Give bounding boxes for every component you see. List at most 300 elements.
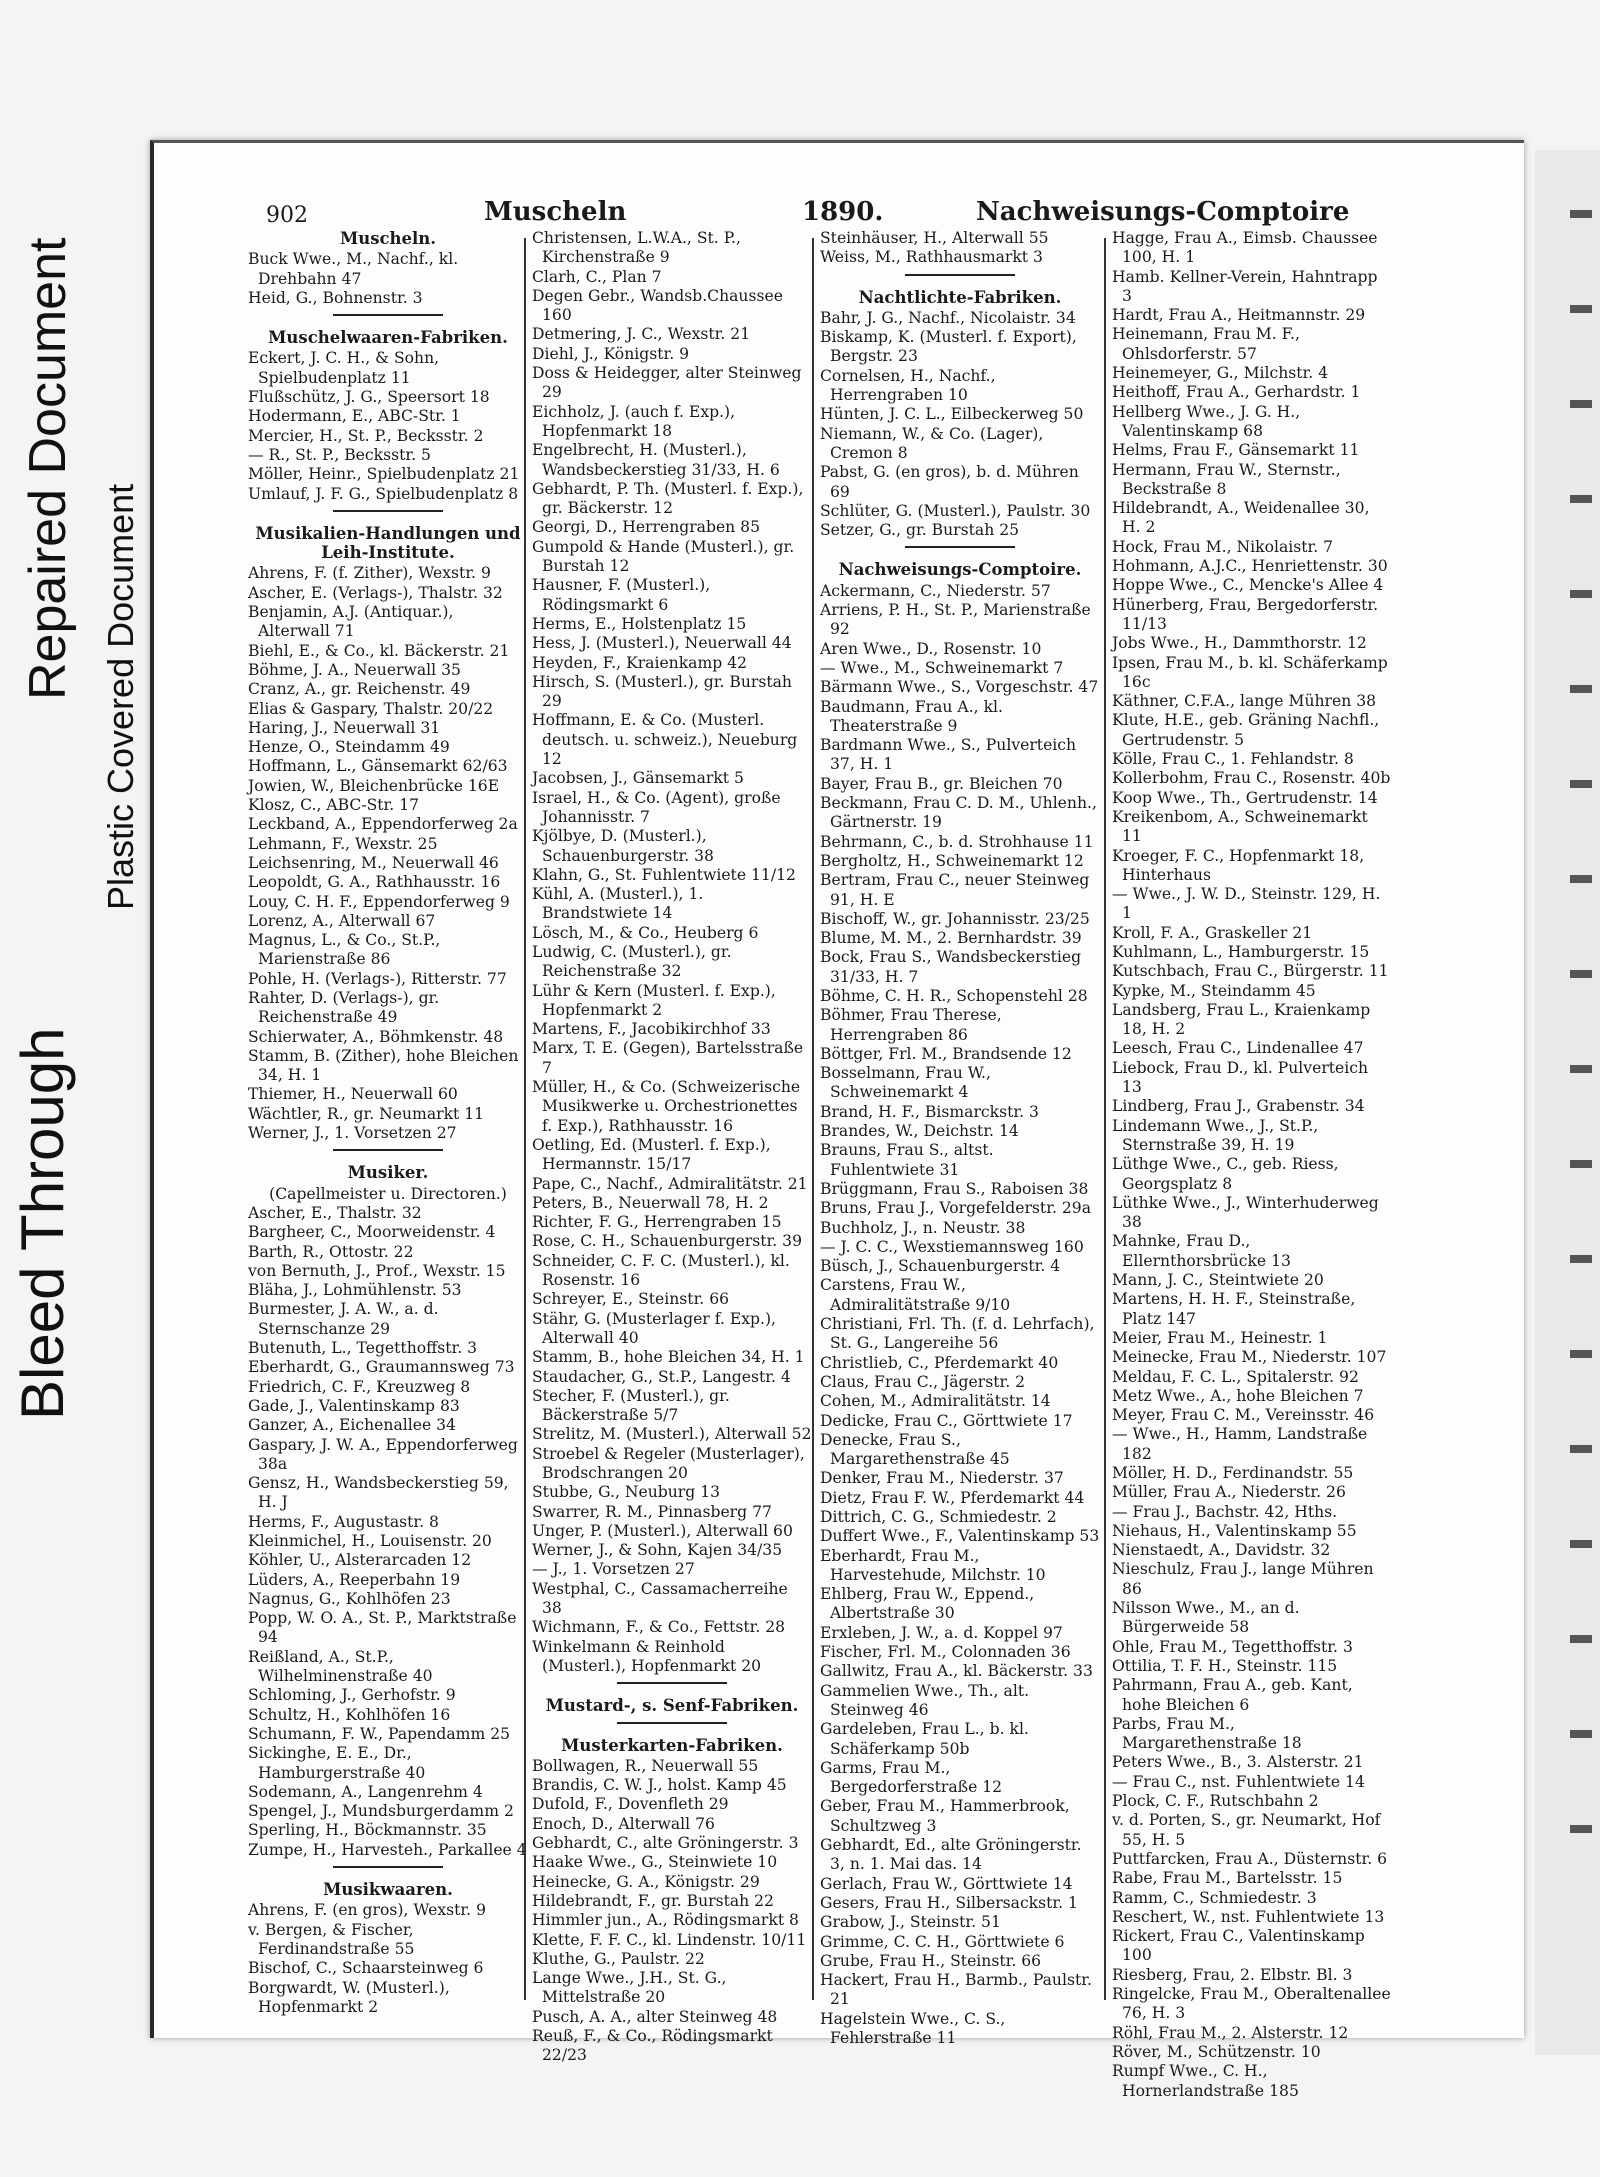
directory-entry: — J., 1. Vorsetzen 27 (532, 1560, 695, 1579)
directory-entry: Stroebel & Regeler (Musterlager), Brodschrangen 20 (532, 1444, 805, 1482)
directory-entry: Christlieb, C., Pferdemarkt 40 (820, 1353, 1059, 1372)
directory-entry: Rabe, Frau M., Bartelsstr. 15 (1112, 1869, 1343, 1888)
directory-entry: Lösch, M., & Co., Heuberg 6 (532, 923, 759, 942)
directory-entry: Rose, C. H., Schauenburgerstr. 39 (532, 1232, 803, 1251)
directory-entry: Leesch, Frau C., Lindenallee 47 (1112, 1039, 1364, 1058)
directory-entry: Denecke, Frau S., Margarethenstraße 45 (820, 1430, 1010, 1469)
directory-entry: Flußschütz, J. G., Speersort 18 (248, 388, 490, 407)
directory-entry: Reißland, A., St.P., Wilhelminenstraße 40 (248, 1647, 433, 1686)
directory-entry: Gebhardt, P. Th. (Musterl. f. Exp.), gr. Bäckerstr. 12 (532, 479, 804, 518)
bleed-mark (1570, 400, 1592, 408)
directory-entry: Brauns, Frau S., altst. Fuhlentwiete 31 (820, 1141, 994, 1179)
directory-entry: Mahnke, Frau D., Ellernthorsbrücke 13 (1112, 1232, 1291, 1270)
directory-entry: Diehl, J., Königstr. 9 (532, 344, 690, 363)
directory-entry: Bischof, C., Schaarsteinweg 6 (248, 1959, 484, 1978)
directory-entry: Mann, J. C., Steintwiete 20 (1112, 1271, 1324, 1290)
directory-entry: Westphal, C., Cassamacherreihe 38 (532, 1579, 788, 1618)
bleed-mark (1570, 1350, 1592, 1358)
directory-entry: Haake Wwe., G., Steinwiete 10 (532, 1853, 778, 1872)
directory-entry: Riesberg, Frau, 2. Elbstr. Bl. 3 (1112, 1965, 1353, 1984)
column-1 (248, 229, 528, 2017)
directory-entry: Detmering, J. C., Wexstr. 21 (532, 325, 751, 344)
directory-entry: Heid, G., Bohnenstr. 3 (248, 288, 423, 307)
directory-entry: Müller, H., & Co. (Schweizerische Musikwerke u. Orchestrionettes f. Exp.), Rathhausstr. 16 (532, 1078, 801, 1135)
directory-entry: Klute, H.E., geb. Gräning Nachfl., Gertrudenstr. 5 (1112, 711, 1380, 749)
directory-entry: Helms, Frau F., Gänsemarkt 11 (1112, 441, 1360, 460)
directory-entry: Gebhardt, Ed., alte Gröningerstr. 3, n. 1. Mai das. 14 (820, 1836, 1082, 1874)
directory-entry: Gallwitz, Frau A., kl. Bäckerstr. 33 (820, 1662, 1093, 1681)
directory-entry: Garms, Frau M., Bergedorferstraße 12 (820, 1758, 1003, 1797)
directory-entry: Martens, F., Jacobikirchhof 33 (532, 1020, 771, 1039)
directory-entry: Cranz, A., gr. Reichenstr. 49 (248, 680, 471, 699)
directory-entry: Strelitz, M. (Musterl.), Alterwall 52 (532, 1425, 812, 1444)
header-year: 1890. (802, 197, 884, 227)
directory-entry: Cohen, M., Admiralitätstr. 14 (820, 1392, 1051, 1411)
directory-entry: Clarh, C., Plan 7 (532, 267, 662, 286)
bleed-mark (1570, 685, 1592, 693)
directory-entry: Carstens, Frau W., Admiralitätstraße 9/10 (820, 1276, 1011, 1314)
directory-entry: von Bernuth, J., Prof., Wexstr. 15 (248, 1261, 506, 1280)
directory-entry: Puttfarcken, Frau A., Düsternstr. 6 (1112, 1849, 1388, 1868)
directory-entry: Hoppe Wwe., C., Mencke's Allee 4 (1112, 576, 1384, 595)
section-rule (905, 274, 1015, 276)
directory-entry: Schierwater, A., Böhmkenstr. 48 (248, 1027, 504, 1046)
directory-entry: Friedrich, C. F., Kreuzweg 8 (248, 1377, 471, 1396)
section-heading: Musterkarten-Fabriken. (561, 1735, 783, 1755)
adjacent-page-edge (1535, 150, 1600, 2055)
directory-entry: Köhler, U., Alsterarcaden 12 (248, 1551, 472, 1570)
directory-entry: v. Bergen, & Fischer, Ferdinandstraße 55 (248, 1920, 415, 1958)
directory-entry: Lüders, A., Reeperbahn 19 (248, 1570, 461, 1589)
directory-entry: Bardmann Wwe., S., Pulverteich 37, H. 1 (820, 736, 1077, 774)
directory-entry: Reuß, F., & Co., Rödingsmarkt 22/23 (532, 2027, 773, 2065)
directory-entry: Plock, C. F., Rutschbahn 2 (1112, 1792, 1319, 1811)
directory-entry: Himmler jun., A., Rödingsmarkt 8 (532, 1911, 799, 1930)
directory-entry: Weiss, M., Rathhausmarkt 3 (820, 248, 1043, 267)
directory-entry: Magnus, L., & Co., St.P., Marienstraße 86 (248, 931, 441, 969)
directory-entry: Koop Wwe., Th., Gertrudenstr. 14 (1112, 788, 1378, 807)
section-heading: Muscheln. (339, 229, 437, 248)
directory-entry: Martens, H. H. F., Steinstraße, Platz 147 (1112, 1290, 1356, 1328)
directory-entry: Büsch, J., Schauenburgerstr. 4 (820, 1257, 1061, 1276)
directory-entry: Christiani, Frl. Th. (f. d. Lehrfach), St. G., Langereihe 56 (820, 1315, 1095, 1353)
directory-entry: Buck Wwe., M., Nachf., kl. Drehbahn 47 (248, 250, 459, 288)
section-note: (Capellmeister u. Directoren.) (269, 1184, 507, 1203)
section-rule (617, 1682, 727, 1684)
section-rule (333, 314, 443, 316)
directory-entry: Lange Wwe., J.H., St. G., Mittelstraße 20 (532, 1969, 727, 2007)
directory-entry: Pape, C., Nachf., Admiralitätstr. 21 (532, 1174, 808, 1193)
directory-entry: Haring, J., Neuerwall 31 (248, 718, 441, 737)
bleed-mark (1570, 970, 1592, 978)
directory-entry: Duffert Wwe., F., Valentinskamp 53 (820, 1527, 1100, 1546)
directory-entry: Mercier, H., St. P., Becksstr. 2 (248, 426, 484, 445)
directory-entry: Jowien, W., Bleichenbrücke 16E (248, 776, 500, 795)
directory-entry: Henze, O., Steindamm 49 (248, 738, 450, 757)
directory-entry: Lüthge Wwe., C., geb. Riess, Georgsplatz 8 (1112, 1155, 1339, 1193)
directory-entry: — Wwe., J. W. D., Steinstr. 129, H. 1 (1112, 885, 1381, 923)
directory-entry: Eckert, J. C. H., & Sohn, Spielbudenplatz 11 (248, 349, 440, 387)
directory-entry: Schreyer, E., Steinstr. 66 (532, 1290, 730, 1309)
directory-entry: Lindberg, Frau J., Grabenstr. 34 (1112, 1097, 1365, 1116)
directory-entry: Kreikenbom, A., Schweinemarkt 11 (1112, 807, 1368, 846)
directory-entry: Kroeger, F. C., Hopfenmarkt 18, Hinterhaus (1112, 846, 1365, 884)
directory-entry: Geber, Frau M., Hammerbrook, Schultzweg 3 (820, 1797, 1070, 1835)
directory-entry: Hess, J. (Musterl.), Neuerwall 44 (532, 634, 792, 653)
directory-entry: — R., St. P., Becksstr. 5 (248, 445, 431, 464)
header-left-title: Muscheln (484, 197, 627, 227)
directory-entry: Kroll, F. A., Graskeller 21 (1112, 923, 1313, 942)
directory-entry: Leopoldt, G. A., Rathhausstr. 16 (248, 873, 501, 892)
bleed-mark (1570, 780, 1592, 788)
directory-entry: Claus, Frau C., Jägerstr. 2 (820, 1372, 1026, 1391)
directory-entry: Gebhardt, C., alte Gröningerstr. 3 (532, 1834, 799, 1853)
section-rule (333, 510, 443, 512)
directory-entry: Degen Gebr., Wandsb.Chaussee 160 (532, 286, 783, 325)
directory-entry: Doss & Heidegger, alter Steinweg 29 (532, 364, 802, 402)
directory-entry: Stamm, B. (Zither), hohe Bleichen 34, H. 1 (248, 1046, 519, 1085)
directory-entry: Kypke, M., Steindamm 45 (1112, 981, 1316, 1000)
directory-entry: Leckband, A., Eppendorferweg 2a (248, 815, 518, 834)
directory-entry: Heinecke, G. A., Königstr. 29 (532, 1872, 760, 1891)
directory-entry: Dedicke, Frau C., Görttwiete 17 (820, 1411, 1073, 1430)
directory-entry: Ipsen, Frau M., b. kl. Schäferkamp 16c (1112, 653, 1388, 691)
bleed-mark (1570, 495, 1592, 503)
directory-entry: Nieschulz, Frau J., lange Mühren 86 (1112, 1560, 1374, 1598)
directory-entry: Schumann, F. W., Papendamm 25 (248, 1724, 511, 1743)
directory-entry: Jobs Wwe., H., Dammthorstr. 12 (1112, 634, 1367, 653)
directory-entry: Nilsson Wwe., M., an d. Bürgerweide 58 (1112, 1599, 1300, 1637)
directory-entry: Buchholz, J., n. Neustr. 38 (820, 1218, 1026, 1237)
repaired-document-label: Repaired Document (19, 237, 77, 700)
directory-entry: Biskamp, K. (Musterl. f. Export), Bergstr. 23 (820, 328, 1077, 366)
directory-entry: Winkelmann & Reinhold (Musterl.), Hopfenmarkt 20 (532, 1637, 762, 1675)
directory-entry: Hirsch, S. (Musterl.), gr. Burstah 29 (532, 672, 792, 711)
bleed-mark (1570, 1445, 1592, 1453)
directory-entry: Richter, F. G., Herrengraben 15 (532, 1213, 782, 1232)
directory-entry: Schultz, H., Kohlhöfen 16 (248, 1705, 451, 1724)
directory-entry: Enoch, D., Alterwall 76 (532, 1814, 715, 1833)
bleed-mark (1570, 1825, 1592, 1833)
directory-entry: Reschert, W., nst. Fuhlentwiete 13 (1112, 1907, 1385, 1926)
plastic-covered-label: Plastic Covered Document (100, 483, 141, 910)
directory-entry: Käthner, C.F.A., lange Mühren 38 (1112, 692, 1377, 711)
directory-entry: Wichmann, F., & Co., Fettstr. 28 (532, 1618, 786, 1637)
directory-entry: Barth, R., Ottostr. 22 (248, 1242, 414, 1261)
directory-entry: Ahrens, F. (f. Zither), Wexstr. 9 (248, 564, 491, 583)
directory-entry: Werner, J., & Sohn, Kajen 34/35 (532, 1541, 783, 1560)
directory-entry: Grube, Frau H., Steinstr. 66 (820, 1951, 1042, 1970)
column-4 (1112, 229, 1392, 2101)
directory-entry: Bargheer, C., Moorweidenstr. 4 (248, 1223, 496, 1242)
directory-entry: Ringelcke, Frau M., Oberaltenallee 76, H. 3 (1112, 1985, 1391, 2023)
directory-entry: Bollwagen, R., Neuerwall 55 (532, 1756, 759, 1775)
bleed-mark (1570, 590, 1592, 598)
directory-entry: Kollerbohm, Frau C., Rosenstr. 40b (1112, 769, 1391, 788)
directory-entry: Gardeleben, Frau L., b. kl. Schäferkamp 50b (820, 1720, 1029, 1758)
directory-entry: Brandis, C. W. J., holst. Kamp 45 (532, 1776, 787, 1795)
directory-entry: v. d. Porten, S., gr. Neumarkt, Hof 55, H. 5 (1112, 1811, 1381, 1849)
section-heading: Musikalien-Handlungen und Leih-Institute. (255, 523, 521, 563)
directory-entry: Kutschbach, Frau C., Bürgerstr. 11 (1112, 962, 1389, 981)
directory-entry: — Wwe., M., Schweinemarkt 7 (820, 658, 1064, 677)
directory-entry: Hildebrandt, F., gr. Burstah 22 (532, 1891, 774, 1910)
directory-entry: Eberhardt, Frau M., Harvestehude, Milchstr. 10 (820, 1546, 1046, 1584)
bleed-mark (1570, 1540, 1592, 1548)
directory-entry: Rickert, Frau C., Valentinskamp 100 (1112, 1927, 1365, 1965)
directory-entry: Stamm, B., hohe Bleichen 34, H. 1 (532, 1348, 805, 1367)
bleed-mark (1570, 305, 1592, 313)
directory-entry: Ramm, C., Schmiedestr. 3 (1112, 1888, 1317, 1907)
directory-entry: Unger, P. (Musterl.), Alterwall 60 (532, 1521, 793, 1540)
directory-entry: Schlüter, G. (Musterl.), Paulstr. 30 (820, 501, 1091, 520)
directory-entry: Sperling, H., Böckmannstr. 35 (248, 1821, 487, 1840)
directory-entry: Bischoff, W., gr. Johannisstr. 23/25 (820, 909, 1090, 928)
section-rule (617, 1722, 727, 1724)
section-heading: Nachtlichte-Fabriken. (858, 287, 1062, 307)
directory-entry: Hausner, F. (Musterl.), Rödingsmarkt 6 (532, 576, 711, 614)
directory-entry: Meldau, F. C. L., Spitalerstr. 92 (1112, 1367, 1359, 1386)
directory-entry: Gesers, Frau H., Silbersackstr. 1 (820, 1893, 1078, 1912)
column-3 (820, 229, 1100, 2048)
directory-entry: Arriens, P. H., St. P., Marienstraße 92 (820, 601, 1091, 639)
directory-entry: Eberhardt, G., Graumannsweg 73 (248, 1358, 515, 1377)
directory-entry: Butenuth, L., Tegetthoffstr. 3 (248, 1339, 478, 1358)
directory-entry: Parbs, Frau M., Margarethenstraße 18 (1112, 1714, 1302, 1753)
directory-entry: Staudacher, G., St.P., Langestr. 4 (532, 1367, 791, 1386)
directory-entry: Ohle, Frau M., Tegetthoffstr. 3 (1112, 1637, 1353, 1656)
directory-entry: Peters Wwe., B., 3. Alsterstr. 21 (1112, 1753, 1364, 1772)
directory-entry: Cornelsen, H., Nachf., Herrengraben 10 (820, 366, 996, 405)
directory-entry: Thiemer, H., Neuerwall 60 (248, 1085, 458, 1104)
directory-entry: Christensen, L.W.A., St. P., Kirchenstraße 9 (532, 229, 741, 267)
directory-entry: Eichholz, J. (auch f. Exp.), Hopfenmarkt 18 (532, 402, 736, 440)
directory-entry: Heinemann, Frau M. F., Ohlsdorferstr. 57 (1112, 325, 1300, 363)
directory-entry: Aren Wwe., D., Rosenstr. 10 (820, 639, 1042, 658)
directory-entry: Böhme, J. A., Neuerwall 35 (248, 660, 461, 679)
directory-entry: Stähr, G. (Musterlager f. Exp.), Alterwall 40 (532, 1309, 776, 1347)
directory-entry: Sickinghe, E. E., Dr., Hamburgerstraße 40 (248, 1744, 426, 1782)
directory-entry: Bruns, Frau J., Vorgefelderstr. 29a (820, 1199, 1091, 1218)
directory-entry: Böhme, C. H. R., Schopenstehl 28 (820, 986, 1088, 1005)
directory-entry: Pusch, A. A., alter Steinweg 48 (532, 2007, 778, 2026)
directory-entry: Lühr & Kern (Musterl. f. Exp.), Hopfenmarkt 2 (532, 981, 776, 1019)
directory-entry: Niemann, W., & Co. (Lager), Cremon 8 (820, 424, 1044, 462)
directory-entry: Gammelien Wwe., Th., alt. Steinweg 46 (820, 1681, 1030, 1719)
directory-entry: Heyden, F., Kraienkamp 42 (532, 653, 748, 672)
directory-entry: Umlauf, J. F. G., Spielbudenplatz 8 (248, 484, 519, 503)
directory-entry: Landsberg, Frau L., Kraienkamp 18, H. 2 (1112, 1000, 1371, 1039)
directory-entry: Grimme, C. C. H., Görttwiete 6 (820, 1932, 1065, 1951)
directory-entry: Stubbe, G., Neuburg 13 (532, 1483, 721, 1502)
directory-page (150, 140, 1524, 2100)
directory-entry: Röver, M., Schützenstr. 10 (1112, 2042, 1321, 2061)
directory-entry: Louy, C. H. F., Eppendorferweg 9 (248, 892, 510, 911)
directory-entry: Erxleben, J. W., a. d. Koppel 97 (820, 1623, 1063, 1642)
directory-entry: Hackert, Frau H., Barmb., Paulstr. 21 (820, 1971, 1092, 2009)
directory-entry: Setzer, G., gr. Burstah 25 (820, 521, 1020, 540)
directory-entry: Hock, Frau M., Nikolaistr. 7 (1112, 537, 1334, 556)
directory-entry: Hagge, Frau A., Eimsb. Chaussee 100, H. 1 (1112, 229, 1378, 267)
directory-entry: Kühl, A. (Musterl.), 1. Brandstwiete 14 (532, 885, 704, 923)
directory-entry: Brand, H. F., Bismarckstr. 3 (820, 1102, 1039, 1121)
directory-entry: Meier, Frau M., Heinestr. 1 (1112, 1328, 1328, 1347)
directory-entry: Hellberg Wwe., J. G. H., Valentinskamp 68 (1112, 402, 1301, 440)
directory-entry: Niehaus, H., Valentinskamp 55 (1112, 1521, 1357, 1540)
directory-entry: Nagnus, G., Kohlhöfen 23 (248, 1589, 451, 1608)
directory-entry: Hünerberg, Frau, Bergedorferstr. 11/13 (1112, 595, 1379, 633)
directory-entry: Bertram, Frau C., neuer Steinweg 91, H. E (820, 871, 1090, 909)
directory-entry: Kjölbye, D. (Musterl.), Schauenburgerstr. 38 (532, 827, 714, 865)
directory-entry: Gerlach, Frau W., Görttwiete 14 (820, 1874, 1073, 1893)
section-heading: Nachweisungs-Comptoire. (838, 560, 1082, 580)
directory-entry: Herms, F., Augustastr. 8 (248, 1512, 439, 1531)
directory-entry: Spengel, J., Mundsburgerdamm 2 (248, 1802, 514, 1821)
directory-entry: Stecher, F. (Musterl.), gr. Bäckerstraße 5/7 (532, 1386, 730, 1425)
directory-entry: Kölle, Frau C., 1. Fehlandstr. 8 (1112, 750, 1354, 769)
directory-entry: Ludwig, C. (Musterl.), gr. Reichenstraße 32 (532, 942, 732, 981)
directory-entry: Behrmann, C., b. d. Strohhause 11 (820, 832, 1094, 851)
directory-entry: Dittrich, C. G., Schmiedestr. 2 (820, 1508, 1057, 1526)
directory-entry: Baudmann, Frau A., kl. Theaterstraße 9 (820, 697, 1003, 735)
bleed-mark (1570, 1730, 1592, 1738)
directory-entry: Lindemann Wwe., J., St.P., Sternstraße 39, H. 19 (1112, 1116, 1319, 1154)
directory-entry: Lehmann, F., Wexstr. 25 (248, 834, 438, 853)
directory-entry: Wächtler, R., gr. Neumarkt 11 (248, 1104, 485, 1123)
directory-entry: Bock, Frau S., Wandsbeckerstieg 31/33, H. 7 (820, 948, 1082, 986)
bleed-through-label: Bleed Through (9, 1027, 76, 1420)
directory-entry: Schneider, C. F. C. (Musterl.), kl. Rosenstr. 16 (532, 1251, 790, 1290)
directory-entry: Lüthke Wwe., J., Winterhuderweg 38 (1112, 1193, 1379, 1232)
directory-entry: — Wwe., H., Hamm, Landstraße 182 (1112, 1425, 1368, 1463)
directory-entry: Israel, H., & Co. (Agent), große Johannisstr. 7 (532, 788, 781, 826)
directory-entry: Marx, T. E. (Gegen), Bartelsstraße 7 (532, 1039, 804, 1077)
directory-entry: Kleinmichel, H., Louisenstr. 20 (248, 1532, 492, 1550)
bleed-mark (1570, 1635, 1592, 1643)
header-right-title: Nachweisungs-Comptoire (976, 197, 1350, 227)
directory-entry: Ascher, E., Thalstr. 32 (248, 1203, 422, 1222)
section-rule (333, 1149, 443, 1151)
directory-entry: Hodermann, E., ABC-Str. 1 (248, 407, 461, 426)
bleed-mark (1570, 1255, 1592, 1263)
directory-entry: Hildebrandt, A., Weidenallee 30, H. 2 (1112, 499, 1370, 537)
directory-entry: Gensz, H., Wandsbeckerstieg 59, H. J (248, 1474, 509, 1512)
directory-entry: Bosselmann, Frau W., Schweinemarkt 4 (820, 1064, 991, 1102)
directory-entry: Leichsenring, M., Neuerwall 46 (248, 853, 499, 872)
directory-entry: Ganzer, A., Eichenallee 34 (248, 1416, 456, 1435)
directory-entry: Hoffmann, E. & Co. (Musterl. deutsch. u. schweiz.), Neueburg 12 (532, 711, 798, 769)
directory-entry: Ehlberg, Frau W., Eppend., Albertstraße 30 (820, 1585, 1035, 1623)
directory-entry: Klette, F. F. C., kl. Lindenstr. 10/11 (532, 1930, 807, 1949)
directory-entry: Hamb. Kellner-Verein, Hahntrapp 3 (1112, 267, 1378, 305)
directory-entry: Metz Wwe., A., hohe Bleichen 7 (1112, 1386, 1364, 1405)
directory-entry: Popp, W. O. A., St. P., Marktstraße 94 (248, 1609, 517, 1647)
directory-entry: Pabst, G. (en gros), b. d. Mühren 69 (820, 463, 1079, 501)
directory-entry: Grabow, J., Steinstr. 51 (820, 1913, 1001, 1932)
directory-entry: Heithoff, Frau A., Gerhardstr. 1 (1112, 383, 1361, 402)
bleed-mark (1570, 210, 1592, 218)
directory-entry: Möller, Heinr., Spielbudenplatz 21 (248, 465, 520, 484)
directory-entry: Meyer, Frau C. M., Vereinsstr. 46 (1112, 1406, 1375, 1425)
directory-entry: Kluthe, G., Paulstr. 22 (532, 1949, 705, 1968)
directory-entry: Klahn, G., St. Fuhlentwiete 11/12 (532, 865, 796, 884)
column-2 (532, 229, 812, 2066)
directory-entry: Ahrens, F. (en gros), Wexstr. 9 (248, 1901, 487, 1920)
directory-entry: Nienstaedt, A., Davidstr. 32 (1112, 1541, 1331, 1560)
directory-entry: Herms, E., Holstenplatz 15 (532, 614, 747, 633)
directory-entry: Bahr, J. G., Nachf., Nicolaistr. 34 (820, 308, 1076, 327)
directory-entry: Dufold, F., Dovenfleth 29 (532, 1795, 729, 1814)
page-number: 902 (266, 203, 308, 228)
directory-entry: Gumpold & Hande (Musterl.), gr. Burstah 12 (532, 537, 795, 576)
directory-entry: Liebock, Frau D., kl. Pulverteich 13 (1112, 1058, 1369, 1097)
column-divider (812, 238, 814, 2000)
directory-entry: — J. C. C., Wexstiemannsweg 160 (820, 1237, 1084, 1256)
section-heading: Musiker. (347, 1163, 429, 1183)
directory-entry: Bärmann Wwe., S., Vorgeschstr. 47 (820, 678, 1099, 697)
bleed-mark (1570, 1065, 1592, 1073)
directory-entry: Georgi, D., Herrengraben 85 (532, 518, 761, 537)
directory-entry: Rumpf Wwe., C. H., Hornerlandstraße 185 (1112, 2062, 1299, 2100)
directory-entry: Beckmann, Frau C. D. M., Uhlenh., Gärtnerstr. 19 (820, 794, 1097, 832)
directory-entry: Denker, Frau M., Niederstr. 37 (820, 1469, 1064, 1488)
directory-entry: Fischer, Frl. M., Colonnaden 36 (820, 1643, 1071, 1662)
section-heading: Mustard-, s. Senf-Fabriken. (545, 1696, 799, 1716)
directory-entry: Hünten, J. C. L., Eilbeckerweg 50 (820, 405, 1084, 424)
directory-entry: Meinecke, Frau M., Niederstr. 107 (1112, 1348, 1387, 1367)
directory-entry: Hermann, Frau W., Sternstr., Beckstraße 8 (1112, 460, 1341, 498)
directory-entry: Ascher, E. (Verlags-), Thalstr. 32 (248, 583, 503, 602)
directory-entry: — Frau C., nst. Fuhlentwiete 14 (1112, 1772, 1365, 1791)
directory-entry: Bergholtz, H., Schweinemarkt 12 (820, 851, 1084, 870)
directory-entry: Gade, J., Valentinskamp 83 (248, 1396, 460, 1415)
directory-entry: Ackermann, C., Niederstr. 57 (820, 581, 1051, 600)
directory-entry: Blume, M. M., 2. Bernhardstr. 39 (820, 929, 1082, 948)
section-rule (333, 1866, 443, 1868)
directory-entry: Böhmer, Frau Therese, Herrengraben 86 (820, 1006, 1002, 1044)
directory-entry: Biehl, E., & Co., kl. Bäckerstr. 21 (248, 641, 510, 660)
directory-entry: Ottilia, T. F. H., Steinstr. 115 (1112, 1656, 1338, 1675)
directory-entry: Hardt, Frau A., Heitmannstr. 29 (1112, 306, 1366, 325)
directory-entry: Bayer, Frau B., gr. Bleichen 70 (820, 774, 1063, 793)
directory-entry: Borgwardt, W. (Musterl.), Hopfenmarkt 2 (248, 1978, 450, 2016)
directory-entry: Elias & Gaspary, Thalstr. 20/22 (248, 699, 494, 718)
directory-entry: Engelbrecht, H. (Musterl.), Wandsbeckerstieg 31/33, H. 6 (532, 441, 780, 479)
directory-entry: Rahter, D. (Verlags-), gr. Reichenstraße 49 (248, 988, 440, 1027)
directory-entry: Oetling, Ed. (Musterl. f. Exp.), Hermannstr. 15/17 (532, 1135, 771, 1174)
directory-entry: Klosz, C., ABC-Str. 17 (248, 796, 420, 815)
section-heading: Musikwaaren. (323, 1880, 453, 1900)
directory-entry: Zumpe, H., Harvesteh., Parkallee 4 (248, 1840, 527, 1859)
bleed-mark (1570, 1160, 1592, 1168)
directory-entry: Burmester, J. A. W., a. d. Sternschanze 29 (248, 1300, 439, 1338)
directory-entry: — Frau J., Bachstr. 42, Hths. (1112, 1502, 1338, 1521)
directory-entry: Möller, H. D., Ferdinandstr. 55 (1112, 1464, 1354, 1482)
section-heading: Muschelwaaren-Fabriken. (268, 328, 508, 348)
section-rule (905, 546, 1015, 548)
directory-entry: Peters, B., Neuerwall 78, H. 2 (532, 1193, 769, 1212)
directory-entry: Böttger, Frl. M., Brandsende 12 (820, 1044, 1072, 1063)
directory-entry: Hagelstein Wwe., C. S., Fehlerstraße 11 (820, 2009, 1006, 2048)
directory-entry: Heinemeyer, G., Milchstr. 4 (1112, 364, 1329, 383)
directory-entry: Steinhäuser, H., Alterwall 55 (820, 229, 1049, 247)
directory-entry: Dietz, Frau F. W., Pferdemarkt 44 (820, 1488, 1085, 1507)
directory-entry: Bläha, J., Lohmühlenstr. 53 (248, 1281, 462, 1300)
directory-entry: Pahrmann, Frau A., geb. Kant, hohe Bleichen 6 (1112, 1676, 1353, 1714)
directory-entry: Jacobsen, J., Gänsemarkt 5 (532, 769, 744, 788)
directory-entry: Röhl, Frau M., 2. Alsterstr. 12 (1112, 2023, 1349, 2042)
bleed-mark (1570, 875, 1592, 883)
